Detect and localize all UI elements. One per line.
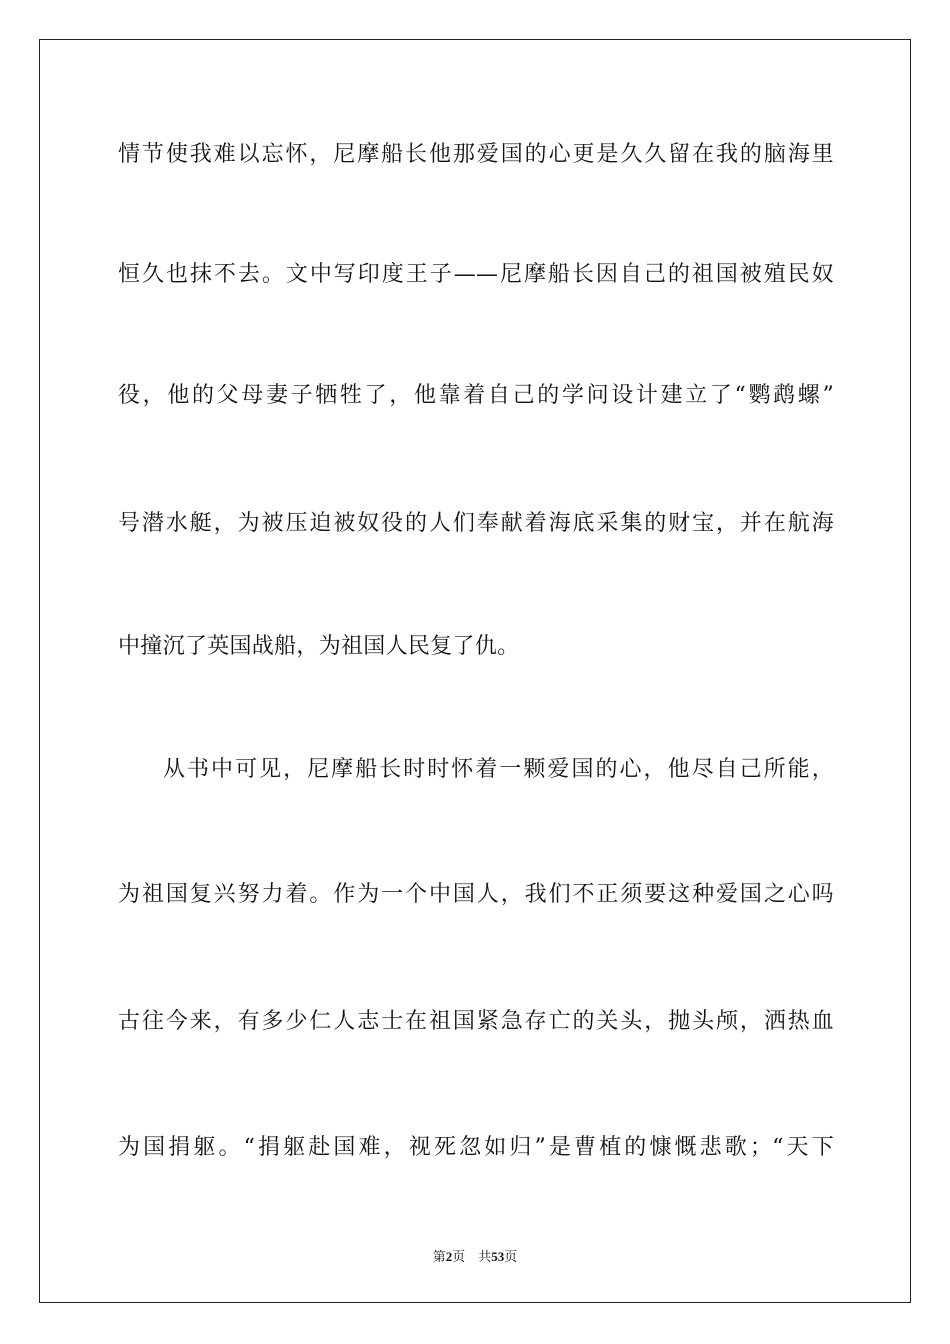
- paragraph-line-3: 役，他的父母妻子牺牲了，他靠着自己的学问设计建立了“鹦鹉螺”: [118, 383, 834, 408]
- page-footer: [0, 1248, 950, 1266]
- page-number: 2: [445, 1249, 453, 1264]
- page-border: [39, 39, 911, 1303]
- paragraph-line-5: 中撞沉了英国战船，为祖国人民复了仇。: [118, 634, 520, 659]
- paragraph-line-1: 情节使我难以忘怀，尼摩船长他那爱国的心更是久久留在我的脑海里: [118, 142, 834, 167]
- total-suffix: 页: [504, 1249, 518, 1264]
- paragraph-line-9: 为国捐躯。“捐躯赴国难，视死忽如归”是曹植的慷慨悲歌；“天下: [118, 1135, 834, 1160]
- paragraph-line-8: 古往今来，有多少仁人志士在祖国紧急存亡的关头，抛头颅，洒热血: [118, 1009, 834, 1034]
- paragraph-line-6: 从书中可见，尼摩船长时时怀着一颗爱国的心，他尽自己所能，: [163, 757, 834, 782]
- paragraph-line-2: 恒久也抹不去。文中写印度王子——尼摩船长因自己的祖国被殖民奴: [118, 262, 834, 287]
- page-prefix: 第: [432, 1249, 446, 1264]
- total-pages: 53: [491, 1249, 505, 1264]
- paragraph-line-4: 号潜水艇，为被压迫被奴役的人们奉献着海底采集的财宝，并在航海: [118, 511, 834, 536]
- paragraph-line-7: 为祖国复兴努力着。作为一个中国人，我们不正须要这种爱国之心吗: [118, 882, 834, 907]
- page-suffix: 页: [452, 1249, 466, 1264]
- total-prefix: 共: [478, 1249, 492, 1264]
